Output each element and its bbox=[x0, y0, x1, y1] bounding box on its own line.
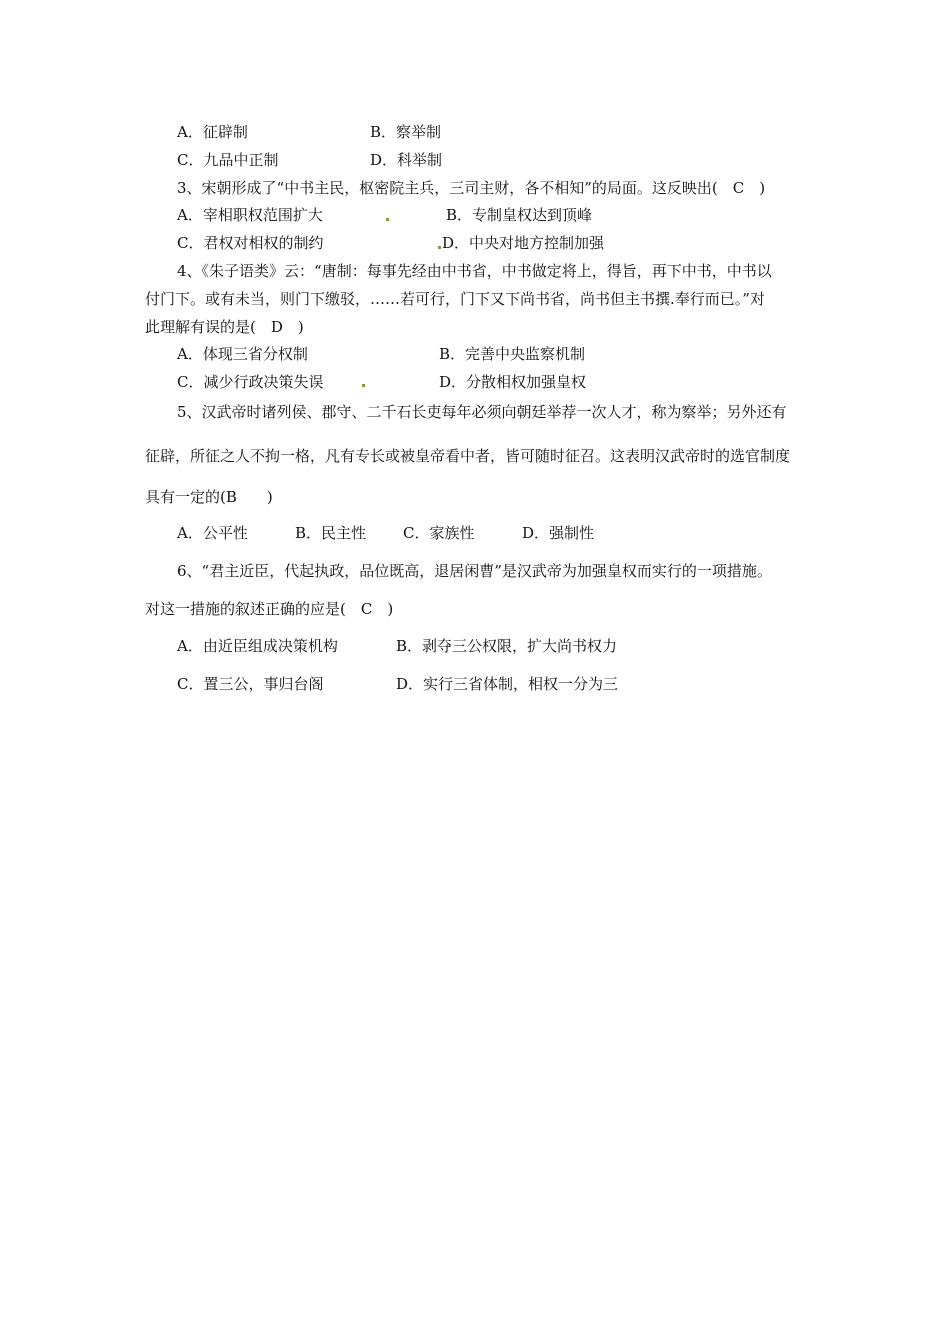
q2-option-b: B．察举制 bbox=[370, 123, 442, 141]
q5-option-c: C．家族性 bbox=[403, 524, 475, 542]
q5-option-d: D．强制性 bbox=[522, 524, 595, 542]
q4-stem-line-2: 付门下。或有未当，则门下缴驳，……若可行，门下又下尚书省，尚书但主书撰.奉行而已。”对 bbox=[145, 290, 765, 308]
q2-option-c: C．九品中正制 bbox=[177, 151, 279, 169]
q2-option-d: D．科举制 bbox=[370, 151, 443, 169]
q4-option-c: C．减少行政决策失误 bbox=[177, 373, 324, 391]
q4-option-a: A．体现三省分权制 bbox=[177, 345, 308, 363]
q2-option-a: A．征辟制 bbox=[177, 123, 248, 141]
mark-dot bbox=[386, 218, 389, 221]
q4-stem-line-3: 此理解有误的是( D ) bbox=[145, 318, 304, 336]
q6-option-b: B．剥夺三公权限，扩大尚书权力 bbox=[396, 637, 618, 655]
q5-option-a: A．公平性 bbox=[177, 524, 248, 542]
mark-dot bbox=[438, 246, 441, 249]
q3-option-c: C．君权对相权的制约 bbox=[177, 234, 324, 252]
q3-stem: 3、宋朝形成了“中书主民，枢密院主兵，三司主财，各不相知”的局面。这反映出( C ) bbox=[177, 179, 766, 197]
q6-option-a: A．由近臣组成决策机构 bbox=[177, 637, 338, 655]
q6-option-d: D．实行三省体制，相权一分为三 bbox=[396, 675, 619, 693]
q3-option-b: B．专制皇权达到顶峰 bbox=[446, 206, 593, 224]
q3-option-a: A．宰相职权范围扩大 bbox=[177, 206, 323, 224]
q6-stem-line-1: 6、“君主近臣，代起执政，品位既高，退居闲曹”是汉武帝为加强皇权而实行的一项措施。 bbox=[177, 562, 772, 580]
q3-option-d: D．中央对地方控制加强 bbox=[442, 234, 605, 252]
q5-stem-line-3: 具有一定的(B ) bbox=[145, 488, 273, 506]
q6-option-c: C．置三公，事归台阁 bbox=[177, 675, 324, 693]
q4-option-d: D．分散相权加强皇权 bbox=[439, 373, 587, 391]
q5-stem-line-2: 征辟，所征之人不拘一格，凡有专长或被皇帝看中者，皆可随时征召。这表明汉武帝时的选官制度 bbox=[145, 447, 791, 465]
q4-stem-line-1: 4、《朱子语类》云：“唐制：每事先经由中书省，中书做定将上，得旨，再下中书，中书以 bbox=[177, 262, 772, 280]
q5-stem-line-1: 5、汉武帝时诸列侯、郡守、二千石长吏每年必须向朝廷举荐一次人才，称为察举；另外还有 bbox=[177, 403, 787, 421]
mark-dot bbox=[362, 384, 365, 387]
q6-stem-line-2: 对这一措施的叙述正确的应是( C ) bbox=[145, 600, 394, 618]
q4-option-b: B．完善中央监察机制 bbox=[439, 345, 586, 363]
q5-option-b: B．民主性 bbox=[295, 524, 367, 542]
